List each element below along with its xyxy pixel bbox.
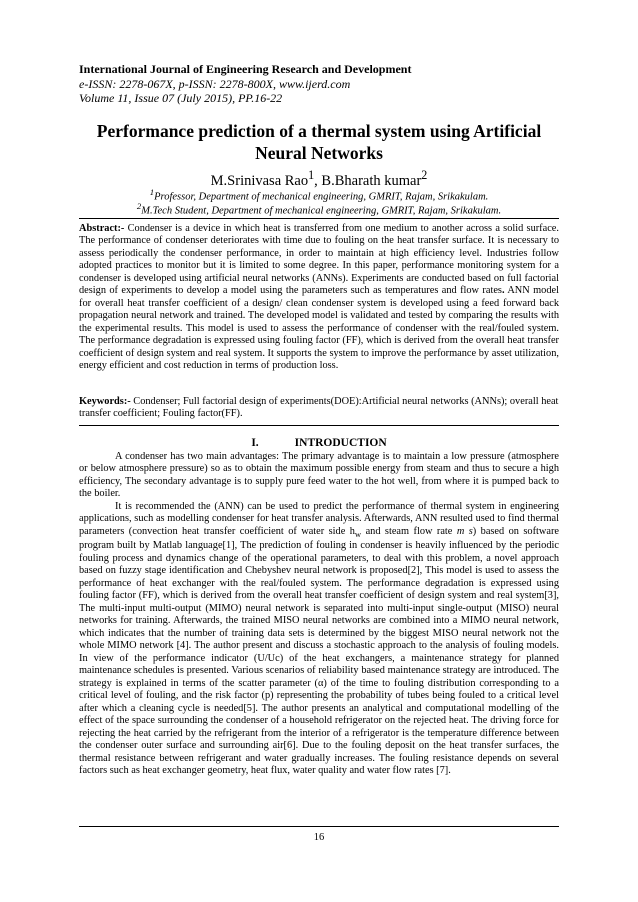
affiliation-2-superscript: 2: [136, 201, 142, 211]
introduction-body: [79, 451, 559, 778]
section-heading: [79, 436, 559, 450]
intro-p2-subscript: w: [354, 528, 362, 539]
abstract-bold-dot: .: [501, 285, 505, 297]
affiliation-2: [79, 200, 559, 218]
abstract: [79, 223, 559, 372]
keywords-label: Keywords:-: [79, 396, 131, 407]
intro-p2-italic: m s: [456, 525, 473, 537]
intro-paragraph-1: A condenser has two main advantages: The primary advantage is to maintain a low pressure (atmosphere or below atmosphere pressure) so as to obtain the maximum possible energy from steam and thus to secure a high efficiency, The secondary advantage is to supply pure feed water to the hot well, from where it is pumped back to the boiler.: [79, 451, 559, 500]
keywords: [79, 396, 559, 421]
intro-paragraph-2: [79, 501, 559, 778]
divider-top: [79, 218, 559, 219]
journal-volume: Volume 11, Issue 07 (July 2015), PP.16-22: [79, 91, 283, 105]
abstract-text-b: ANN model for overall heat transfer coefficient of a design/ clean condenser system is developed using a feed forward back propagation neural network and trained. The developed model is validated and tested by comparing the results with the experimental results. This model is used to assess the performance of condenser with the real/fouled system. The performance degradation is expressed using fouling factor (FF), which is derived from the overall heat transfer coefficient of design system and real system. It supports the system to improve the performance by asset utilization, energy efficient and cost reduction in terms of production loss.: [79, 285, 559, 371]
abstract-label: Abstract:-: [79, 223, 125, 234]
abstract-text-a: Condenser is a device in which heat is transferred from one medium to another across a solid surface. The performance of condenser deteriorates with time due to fouling on the heat transfer surface. It is necessary to assess periodically the condenser performance, in order to maintain at high efficiency level. Industries follow adopted practices to monitor but it is limited to some degree. In this paper, performance monitoring system for a condenser is developed using artificial neural networks (ANNs). Experiments are conducted based on full factorial design of experiments to develop a model using the parameters such as temperatures and flow rates: [79, 223, 559, 297]
keywords-text: Condenser; Full factorial design of experiments(DOE):Artificial neural networks (ANNs); overall heat transfer coefficient; Fouling factor(FF).: [79, 396, 559, 420]
intro-p2-text-a: It is recommended the (ANN) can be used to predict the performance of thermal system in engineering applications, such as modelling condenser for heat transfer analysis. Afterwards, ANN resulted used to find thermal parameters (convection heat transfer coefficient of water side h: [79, 500, 559, 537]
author-separator: ,: [314, 172, 322, 189]
journal-issn: e-ISSN: 2278-067X, p-ISSN: 2278-800X, www.ijerd.com: [79, 76, 351, 91]
affiliation-1-text: Professor, Department of mechanical engineering, GMRIT, Rajam, Srikakulam.: [154, 191, 489, 203]
author-1-superscript: 1: [308, 168, 315, 182]
affiliation-2-text: M.Tech Student, Department of mechanical engineering, GMRIT, Rajam, Srikakulam.: [141, 205, 502, 217]
author-1: M.Srinivasa Rao: [210, 172, 309, 189]
intro-p2-text-b: and steam flow rate: [361, 525, 457, 537]
author-2-superscript: 2: [421, 168, 428, 182]
author-2: B.Bharath kumar: [321, 172, 422, 189]
divider-middle: [79, 425, 559, 426]
journal-name: International Journal of Engineering Research and Development: [79, 62, 412, 76]
section-number: I.: [251, 437, 259, 449]
divider-footer: [79, 826, 559, 827]
section-title: INTRODUCTION: [294, 437, 387, 449]
paper-title: Performance prediction of a thermal system using Artificial Neural Networks: [96, 121, 542, 163]
intro-p2-text-c: ) based on software program built by Matlab language[1], The prediction of fouling in condenser is heavily influenced by the periodic fouling process and dynamics change of the operational parameters, to deal with this problem, a novel approach based on fuzzy stage identification and Chebyshev neural network is proposed[2], This model is used to assess the performance of heat exchanger with the real/fouled system. The performance degradation is expressed using fouling factor (FF), which is derived from the overall heat transfer coefficient of design system and real system[3], The multi-input multi-output (MIMO) neural network is separated into multi-input single-output (MISO) neural networks for training. Afterwards, the trained MISO neural networks are combined into a MIMO neural network, which indicates that the number of training data sets is determined by the biggest MISO neural network not the whole MIMO network [4]. The author present and discuss a stochastic approach to the analysis of fouling models. In view of the performance indicator (U/Uc) of the heat exchangers, a maintenance strategy for planned maintenance schedules is presented. Various scenarios of reliability based maintenance strategy are introduced. The strategy is explained in terms of the scatter parameter (α) of the time to fouling distribution corresponding to a critical level of fouling, and the risk factor (p) representing the probability of tubes being fouled to a critical level after which a cleaning cycle is needed[5]. The author presents an analytical and computational modelling of the effect of the space surrounding the condenser of a household refrigerator on the rejected heat. The driving force for rejecting the heat carried by the refrigerant from the interior of a refrigerator is the temperature difference between the condenser outer surface and surrounding air[6]. Due to the fouling deposit on the heat transfer surfaces, the thermal resistance between refrigerant and water gradually increases. The fouling resistance depends on several factors such as heat exchanger geometry, heat flux, water quality and water flow rates [7].: [79, 525, 560, 777]
journal-header: [79, 62, 559, 106]
page-number: 16: [313, 832, 325, 843]
affiliation-1-superscript: 1: [149, 187, 155, 197]
